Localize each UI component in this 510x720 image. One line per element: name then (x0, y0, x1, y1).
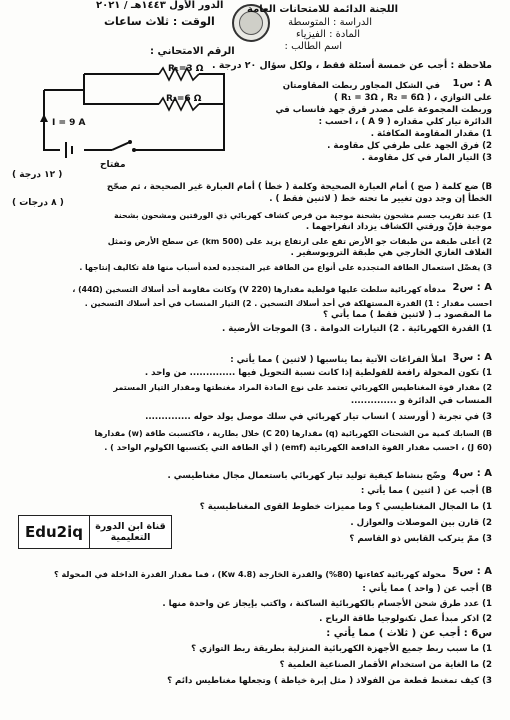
header-time: الوقت : ثلاث ساعات (104, 15, 215, 28)
q1-line: وربطت المجموعة على مصدر فرق جهد فانساب في (275, 105, 492, 115)
instructions-note: ملاحظة : أجب عن خمسة أسئلة فقط ، ولكل سؤال ٢٠ درجة . (212, 60, 492, 71)
q1-label: س1 : A (452, 78, 492, 89)
channel-banner (18, 515, 172, 549)
header-student-name: اسم الطالب : (284, 41, 342, 52)
q3-line: 2) مقدار قوة المغناطيس الكهربائي تعتمد على نوع المادة المراد مغنطتها ومقدار التيار المستمر (113, 382, 492, 392)
current-label: I = 9 A (52, 118, 86, 128)
q1-b-line: الغلاف الغازي الخارجي هي طبقة التروبوسفير . (290, 248, 492, 258)
q1-marks: ( ١٢ درجة ) (12, 170, 63, 180)
q1-line: الدائرة تيار كلي مقداره ( 9 A ) ، احسب : (318, 117, 492, 127)
q4-line: 3) ممّ يتركب القابس ذو القاسم ؟ (349, 534, 492, 544)
q3-label: س3 : A (452, 352, 492, 363)
q5-line: 1) عدد طرق شحن الأجسام بالكهربائية الساكنة ، واكتب بإيجاز عن واحدة منها . (162, 599, 492, 609)
q4-line: وضّح بنشاط كيفية توليد تيار كهربائي باستعمال مجال مغناطيسي . (167, 471, 446, 481)
q3-line: B) السابك كمية من الشحنات الكهربائية (q) مقدارها (20 C) خلال بطارية ، فاكتسبت طاقة (w) مقدارها (94, 429, 492, 438)
q4-label: س4 : A (452, 468, 492, 479)
q2-label: س2 : A (452, 282, 492, 293)
q3-line: 1) تكون المحولة رافعة للفولطية إذا كانت نسبة التحويل فيها .............. من واحد . (144, 368, 492, 378)
q5-line: محولة كهربائية كفاءتها (80%) والقدرة الخارجة (4.8 Kw) ، فما مقدار القدرة الداخلة في المحولة ؟ (54, 569, 446, 579)
q5-label: س5 : A (452, 566, 492, 577)
q3-line: 3) في تجربة ( أورستد ) انساب تيار كهربائي في سلك موصل يولد حوله .............. (145, 412, 492, 422)
brand-logo-text: Edu2iq (19, 516, 90, 548)
switch-label: مفتاح (100, 160, 126, 170)
header-term: الدور الأول ١٤٤٣هـ / ٢٠٢١ (96, 0, 224, 11)
q6-line: 1) ما سبب ربط جميع الأجهزة الكهربائية المنزلية بطريقة ربط التوازي ؟ (191, 644, 492, 654)
q3-line: (60 J) ، احسب مقدار القوة الدافعة الكهربائية (emf) ( أي الطاقة التي يكتسبها الكولوم الواحد ) . (104, 442, 492, 452)
q1-line: 2) فرق الجهد على طرفي كل مقاومة . (327, 141, 492, 151)
r2-label: R₂=6 Ω (166, 94, 202, 104)
q6-label: س6 : أجب عن ( ثلاث ) مما يأتي : (326, 628, 492, 639)
q3-line: املأ الفراغات الآتية بما يناسبها ( لاثنين ) مما يأتي : (230, 355, 446, 365)
q2-line: احسب مقدار : 1) القدرة المستهلكة في أحد أسلاك التسخين . 2) التيار المنساب في أحد أسلاك التسخين . (84, 299, 492, 308)
q1-line: 1) مقدار المقاومة المكافئة . (370, 129, 492, 139)
header-subject: المادة : الفيزياء (295, 29, 360, 40)
q1-b-marks: ( ٨ درجات ) (12, 198, 64, 208)
q5-line: 2) اذكر مبدأ عمل تكنولوجيا طاقة الرياح . (319, 614, 492, 624)
header-level: الدراسة : المتوسطة (288, 17, 372, 28)
q1-b-line: موجبة فإنّ ورقتي الكشاف يزداد انفراجهما . (305, 222, 492, 232)
circuit-diagram (24, 62, 234, 162)
q1-b-line: 2) أعلى طبقة من طبقات جو الأرض تقع على ارتفاع يزيد على (500 km) عن سطح الأرض وتمثل (107, 236, 492, 246)
q1-b-line: 1) عند تقريب جسم مشحون بشحنة موجبة من قرص كشاف كهربائي ذي الورقتين ومشحون بشحنة (113, 211, 492, 220)
q2-line: ما المقصود بـ ( لاثنين فقط ) مما يأتي ؟ (323, 310, 492, 320)
exam-number-label: الرقم الامتحاني : (150, 46, 235, 57)
q6-line: 2) ما الغاية من استخدام الأقمار الصناعية العلمية ؟ (279, 660, 492, 670)
q1-line: 3) التيار المار في كل مقاومة . (361, 153, 492, 163)
q1-b-line: 3) يفضّل استعمال الطاقة المتجددة على أنواع من الطاقة غير المتجددة لعدة أسباب منها قلة تكاليف إنتاجها . (79, 263, 492, 272)
q5-line: B) أجب عن ( واحد ) مما يأتي : (362, 584, 492, 594)
r1-label: R₁=3 Ω (168, 64, 204, 74)
q4-line: B) أجب عن ( اثنين ) مما يأتي : (360, 486, 492, 496)
q1-line: في الشكل المجاور ربطت المقاومتان (282, 81, 440, 91)
q4-line: 1) ما المجال المغناطيسي ؟ وما مميزات خطوط القوى المغناطيسية ؟ (199, 502, 492, 512)
current-arrow-icon (40, 114, 48, 122)
q3-line: المنساب في الدائرة و .............. (350, 396, 492, 406)
q6-line: 3) كيف تمغنط قطعة من الفولاذ ( مثل إبرة خياطة ) وتجعلها مغناطيس دائم ؟ (167, 676, 492, 686)
q1-b-line: B) ضع كلمة ( صح ) أمام العبارة الصحيحة وكلمة ( خطأ ) أمام العبارة غير الصحيحة ، ثم صحّح (106, 182, 492, 192)
q1-line: على التوازي ، ( R₁ = 3Ω , R₂ = 6Ω ) (334, 93, 492, 103)
q2-line: 1) القدرة الكهربائية . 2) التيارات الدوامة . 3) الموجات الأرضية . (222, 324, 492, 334)
q2-line: مدفأة كهربائية سلطت عليها فولطية مقدارها (220 V) وكانت مقاومة أحد أسلاك التسخين (44Ω) ، (72, 285, 446, 294)
channel-name: قناة ابن الدورة التعليمية (95, 521, 166, 543)
header-committee: اللجنة الدائمة للامتحانات العامة (247, 4, 398, 15)
q1-b-line: الخطأ إن وجد دون تغيير ما تحته خط ( لاثنين فقط ) . (269, 194, 492, 204)
q4-line: 2) قارن بين الموصلات والعوازل . (350, 518, 492, 528)
